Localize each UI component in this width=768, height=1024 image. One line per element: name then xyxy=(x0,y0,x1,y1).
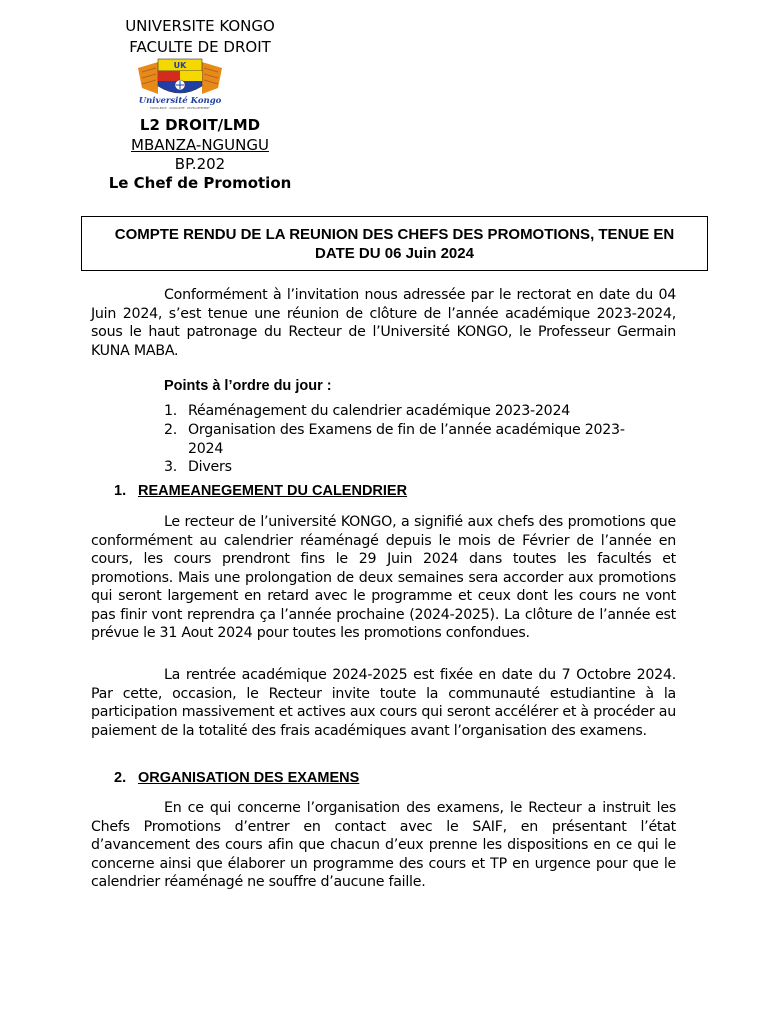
intro-paragraph: Conformément à l’invitation nous adressée par le rectorat en date du 04 Juin 2024, s’est tenue une réunion de clôture de l’année académique 2023-2024, sous le haut patronage du Recteur de l’Université KONGO, le Professeur Germain KUNA MABA. xyxy=(91,287,676,359)
agenda-item xyxy=(164,402,658,421)
section-number: 1. xyxy=(114,483,127,499)
agenda-item xyxy=(164,458,658,477)
agenda-item-number: 2. xyxy=(164,422,178,438)
agenda-heading: Points à l’ordre du jour : xyxy=(164,378,332,394)
university-logo xyxy=(136,58,224,110)
agenda-item-text: Divers xyxy=(188,459,232,475)
title-box xyxy=(81,216,708,271)
university-logo-graphic xyxy=(136,58,224,110)
logo-name-text: Université Kongo xyxy=(138,96,222,106)
section-number: 2. xyxy=(114,770,127,786)
section-title: ORGANISATION DES EXAMENS xyxy=(138,770,360,786)
agenda-item-number: 3. xyxy=(164,459,178,475)
agenda-item-number: 1. xyxy=(164,403,178,419)
section-paragraph: Le recteur de l’université KONGO, a signifié aux chefs des promotions que conformément au calendrier réaménagé depuis le mois de Février de l’année en cours, les cours prendront fins le 29 Juin 2024 dans toutes les facultés et promotions. Mais une prolongation de deux semaines sera accorder aux promotions qui seront largement en retard avec le programme et ceux dont les cours ne vont pas finir vont reprendra ça l’année prochaine (2024-2025). La clôture de l’année est prévue le 31 Aout 2024 pour toutes les promotions confondues. xyxy=(91,514,676,641)
class-label: L2 DROIT/LMD xyxy=(139,116,261,134)
logo-badge-text: UK xyxy=(173,61,187,70)
section-heading xyxy=(114,770,359,786)
postal-box: BP.202 xyxy=(174,155,226,173)
logo-motto-text: EXCELLENCE · SOLIDARITÉ · DÉVELOPPEMENT xyxy=(150,107,210,110)
agenda-item-text: Organisation des Examens de fin de l’année académique 2023-2024 xyxy=(188,422,625,457)
university-name: UNIVERSITE KONGO xyxy=(125,17,275,35)
section-title: REAMEANEGEMENT DU CALENDRIER xyxy=(138,483,408,499)
section-paragraph: La rentrée académique 2024-2025 est fixée en date du 7 Octobre 2024. Par cette, occasion, le Recteur invite toute la communauté estudiantine à la participation massivement et actives aux cours qui seront accélérer et à procéder au paiement de la totalité des frais académiques avant l’organisation des examens. xyxy=(91,667,676,739)
section-heading xyxy=(114,483,407,499)
document-title: COMPTE RENDU DE LA REUNION DES CHEFS DES PROMOTIONS, TENUE EN DATE DU 06 Juin 2024 xyxy=(114,225,675,262)
city-label: MBANZA-NGUNGU xyxy=(131,136,269,154)
section-paragraph: En ce qui concerne l’organisation des examens, le Recteur a instruit les Chefs Promotions d’entrer en contact avec le SAIF, en présentant l’état d’avancement des cours afin que chacun d’eux prenne les dispositions en ce qui le concerne ainsi que élaborer un programme des cours et TP en urgence pour que le calendrier réaménagé ne souffre d’aucune faille. xyxy=(91,800,676,890)
faculty-name: FACULTE DE DROIT xyxy=(129,38,271,56)
role-label: Le Chef de Promotion xyxy=(108,174,292,192)
agenda-item xyxy=(164,421,648,458)
agenda-item-text: Réaménagement du calendrier académique 2023-2024 xyxy=(188,403,570,419)
